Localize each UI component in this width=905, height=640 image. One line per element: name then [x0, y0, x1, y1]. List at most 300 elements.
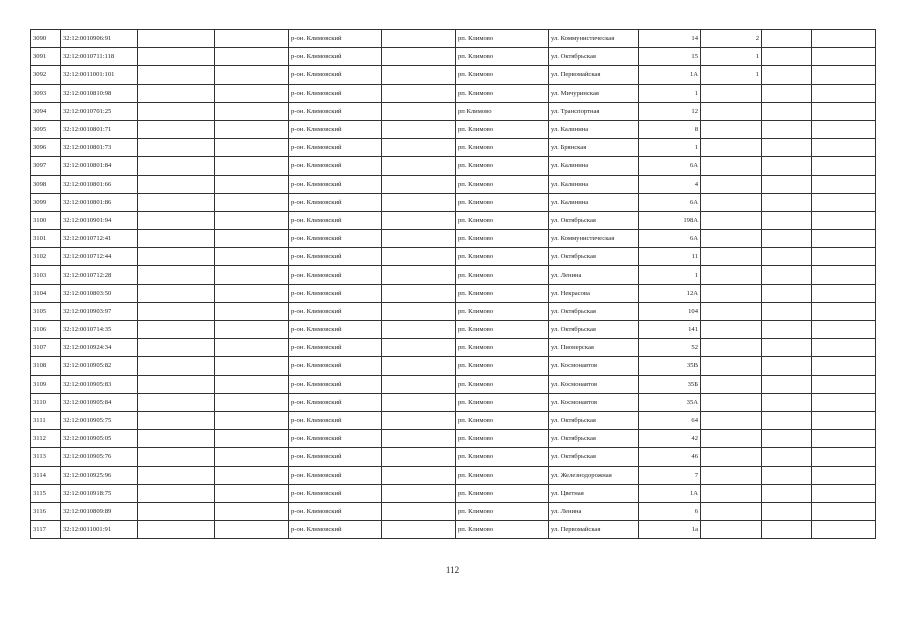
house-number-cell: 15	[639, 48, 701, 66]
extra-count-cell	[701, 120, 762, 138]
empty-cell	[138, 102, 215, 120]
cadastral-number: 32:12:0010905:76	[61, 448, 138, 466]
empty-cell	[138, 230, 215, 248]
settlement-cell: рп. Климово	[456, 139, 549, 157]
district-cell: р-он. Климовский	[289, 66, 382, 84]
empty-cell	[138, 211, 215, 229]
house-number-cell: 64	[639, 411, 701, 429]
cadastral-number: 32:12:0010905:83	[61, 375, 138, 393]
empty-cell	[138, 448, 215, 466]
empty-cell	[138, 484, 215, 502]
extra-count-cell	[701, 393, 762, 411]
row-number: 3116	[31, 502, 61, 520]
district-cell: р-он. Климовский	[289, 502, 382, 520]
empty-cell	[762, 193, 812, 211]
empty-cell	[382, 175, 456, 193]
empty-cell	[382, 393, 456, 411]
extra-count-cell	[701, 375, 762, 393]
street-cell: ул. Ленина	[549, 502, 639, 520]
house-number-cell: 8	[639, 120, 701, 138]
table-row	[31, 193, 876, 211]
empty-cell	[138, 30, 215, 48]
street-cell: ул. Пионерская	[549, 339, 639, 357]
empty-cell	[215, 411, 289, 429]
table-row	[31, 102, 876, 120]
table-row	[31, 284, 876, 302]
row-number: 3113	[31, 448, 61, 466]
empty-cell	[382, 284, 456, 302]
extra-count-cell: 1	[701, 48, 762, 66]
empty-cell	[138, 66, 215, 84]
street-cell: ул. Железнодорожная	[549, 466, 639, 484]
register-rows	[31, 30, 876, 539]
district-cell: р-он. Климовский	[289, 175, 382, 193]
empty-cell	[138, 284, 215, 302]
empty-cell	[762, 266, 812, 284]
empty-cell	[215, 321, 289, 339]
empty-cell	[812, 193, 876, 211]
empty-cell	[762, 521, 812, 539]
empty-cell	[812, 375, 876, 393]
settlement-cell: рп. Климово	[456, 393, 549, 411]
empty-cell	[762, 139, 812, 157]
street-cell: ул. Брянская	[549, 139, 639, 157]
empty-cell	[138, 393, 215, 411]
cadastral-number: 32:12:0010714:35	[61, 321, 138, 339]
settlement-cell: рп. Климово	[456, 339, 549, 357]
street-cell: ул. Октябрьская	[549, 411, 639, 429]
street-cell: ул. Первомайская	[549, 66, 639, 84]
empty-cell	[382, 266, 456, 284]
street-cell: ул. Некрасова	[549, 284, 639, 302]
empty-cell	[762, 230, 812, 248]
empty-cell	[382, 248, 456, 266]
empty-cell	[812, 30, 876, 48]
house-number-cell: 198А	[639, 211, 701, 229]
cadastral-number: 32:12:0010903:97	[61, 302, 138, 320]
empty-cell	[382, 48, 456, 66]
empty-cell	[215, 466, 289, 484]
cadastral-number: 32:12:0010901:94	[61, 211, 138, 229]
empty-cell	[215, 248, 289, 266]
empty-cell	[215, 230, 289, 248]
empty-cell	[382, 430, 456, 448]
empty-cell	[382, 66, 456, 84]
table-row	[31, 66, 876, 84]
settlement-cell: рп. Климово	[456, 30, 549, 48]
district-cell: р-он. Климовский	[289, 157, 382, 175]
extra-count-cell	[701, 248, 762, 266]
cadastral-number: 32:12:0010711:118	[61, 48, 138, 66]
empty-cell	[215, 84, 289, 102]
empty-cell	[138, 357, 215, 375]
settlement-cell: рп. Климово	[456, 84, 549, 102]
empty-cell	[762, 375, 812, 393]
street-cell: ул. Мичуринская	[549, 84, 639, 102]
house-number-cell: 35А	[639, 393, 701, 411]
empty-cell	[762, 157, 812, 175]
district-cell: р-он. Климовский	[289, 248, 382, 266]
empty-cell	[138, 302, 215, 320]
house-number-cell: 4	[639, 175, 701, 193]
row-number: 3114	[31, 466, 61, 484]
empty-cell	[812, 521, 876, 539]
cadastral-number: 32:12:0010712:28	[61, 266, 138, 284]
row-number: 3093	[31, 84, 61, 102]
row-number: 3099	[31, 193, 61, 211]
table-row	[31, 321, 876, 339]
empty-cell	[812, 302, 876, 320]
house-number-cell: 1	[639, 84, 701, 102]
house-number-cell: 7	[639, 466, 701, 484]
empty-cell	[812, 66, 876, 84]
table-row	[31, 139, 876, 157]
settlement-cell: рп. Климово	[456, 248, 549, 266]
cadastral-number: 32:12:0010809:89	[61, 502, 138, 520]
cadastral-number: 32:12:0010905:75	[61, 411, 138, 429]
settlement-cell: рп. Климово	[456, 230, 549, 248]
empty-cell	[138, 321, 215, 339]
district-cell: р-он. Климовский	[289, 448, 382, 466]
empty-cell	[762, 302, 812, 320]
empty-cell	[138, 375, 215, 393]
row-number: 3097	[31, 157, 61, 175]
settlement-cell: рп. Климово	[456, 430, 549, 448]
district-cell: р-он. Климовский	[289, 357, 382, 375]
district-cell: р-он. Климовский	[289, 393, 382, 411]
empty-cell	[215, 66, 289, 84]
house-number-cell: 6А	[639, 157, 701, 175]
street-cell: ул. Коммунистическая	[549, 30, 639, 48]
row-number: 3111	[31, 411, 61, 429]
district-cell: р-он. Климовский	[289, 120, 382, 138]
table-row	[31, 175, 876, 193]
table-row	[31, 30, 876, 48]
street-cell: ул. Калинина	[549, 193, 639, 211]
row-number: 3096	[31, 139, 61, 157]
empty-cell	[762, 102, 812, 120]
settlement-cell: рп. Климово	[456, 284, 549, 302]
empty-cell	[215, 521, 289, 539]
empty-cell	[812, 393, 876, 411]
house-number-cell: 1	[639, 266, 701, 284]
row-number: 3098	[31, 175, 61, 193]
street-cell: ул. Космонавтов	[549, 375, 639, 393]
empty-cell	[215, 357, 289, 375]
row-number: 3117	[31, 521, 61, 539]
district-cell: р-он. Климовский	[289, 211, 382, 229]
district-cell: р-он. Климовский	[289, 48, 382, 66]
table-row	[31, 357, 876, 375]
empty-cell	[215, 175, 289, 193]
extra-count-cell	[701, 175, 762, 193]
street-cell: ул. Транспортная	[549, 102, 639, 120]
empty-cell	[812, 157, 876, 175]
cadastral-number: 32:12:0010712:44	[61, 248, 138, 266]
empty-cell	[382, 321, 456, 339]
empty-cell	[382, 484, 456, 502]
house-number-cell: 14	[639, 30, 701, 48]
empty-cell	[215, 502, 289, 520]
house-number-cell: 1А	[639, 66, 701, 84]
row-number: 3094	[31, 102, 61, 120]
settlement-cell: рп. Климово	[456, 375, 549, 393]
empty-cell	[215, 139, 289, 157]
cadastral-number: 32:12:0010924:34	[61, 339, 138, 357]
empty-cell	[382, 84, 456, 102]
street-cell: ул. Октябрьская	[549, 448, 639, 466]
row-number: 3110	[31, 393, 61, 411]
cadastral-number: 32:12:0010801:73	[61, 139, 138, 157]
district-cell: р-он. Климовский	[289, 84, 382, 102]
extra-count-cell	[701, 302, 762, 320]
row-number: 3105	[31, 302, 61, 320]
table-row	[31, 211, 876, 229]
settlement-cell: рп. Климово	[456, 448, 549, 466]
cadastral-number: 32:12:0010801:86	[61, 193, 138, 211]
table-row	[31, 521, 876, 539]
house-number-cell: 1А	[639, 484, 701, 502]
empty-cell	[812, 448, 876, 466]
empty-cell	[215, 266, 289, 284]
cadastral-number: 32:12:0010906:91	[61, 30, 138, 48]
extra-count-cell	[701, 157, 762, 175]
empty-cell	[762, 120, 812, 138]
row-number: 3092	[31, 66, 61, 84]
extra-count-cell	[701, 193, 762, 211]
street-cell: ул. Ленина	[549, 266, 639, 284]
district-cell: р-он. Климовский	[289, 375, 382, 393]
cadastral-number: 32:12:0010801:71	[61, 120, 138, 138]
house-number-cell: 35В	[639, 357, 701, 375]
settlement-cell: рп. Климово	[456, 502, 549, 520]
extra-count-cell	[701, 430, 762, 448]
street-cell: ул. Космонавтов	[549, 357, 639, 375]
settlement-cell: рп. Климово	[456, 411, 549, 429]
empty-cell	[215, 120, 289, 138]
row-number: 3112	[31, 430, 61, 448]
empty-cell	[138, 521, 215, 539]
row-number: 3108	[31, 357, 61, 375]
settlement-cell: рп. Климово	[456, 266, 549, 284]
extra-count-cell: 1	[701, 66, 762, 84]
empty-cell	[812, 357, 876, 375]
cadastral-number: 32:12:0010801:84	[61, 157, 138, 175]
empty-cell	[812, 321, 876, 339]
empty-cell	[762, 448, 812, 466]
empty-cell	[138, 175, 215, 193]
settlement-cell: рп. Климово	[456, 521, 549, 539]
street-cell: ул. Калинина	[549, 120, 639, 138]
settlement-cell: рп. Климово	[456, 66, 549, 84]
table-row	[31, 248, 876, 266]
house-number-cell: 141	[639, 321, 701, 339]
empty-cell	[138, 266, 215, 284]
house-number-cell: 1а	[639, 521, 701, 539]
extra-count-cell	[701, 321, 762, 339]
table-row	[31, 484, 876, 502]
empty-cell	[215, 484, 289, 502]
empty-cell	[812, 502, 876, 520]
empty-cell	[812, 248, 876, 266]
empty-cell	[382, 339, 456, 357]
house-number-cell: 104	[639, 302, 701, 320]
extra-count-cell	[701, 211, 762, 229]
empty-cell	[762, 84, 812, 102]
row-number: 3101	[31, 230, 61, 248]
row-number: 3104	[31, 284, 61, 302]
empty-cell	[382, 193, 456, 211]
cadastral-number: 32:12:0010803:50	[61, 284, 138, 302]
empty-cell	[138, 193, 215, 211]
extra-count-cell	[701, 230, 762, 248]
empty-cell	[812, 411, 876, 429]
table-row	[31, 230, 876, 248]
row-number: 3095	[31, 120, 61, 138]
empty-cell	[812, 102, 876, 120]
extra-count-cell: 2	[701, 30, 762, 48]
district-cell: р-он. Климовский	[289, 284, 382, 302]
empty-cell	[382, 30, 456, 48]
empty-cell	[762, 357, 812, 375]
empty-cell	[138, 157, 215, 175]
house-number-cell: 52	[639, 339, 701, 357]
street-cell: ул. Октябрьская	[549, 430, 639, 448]
house-number-cell: 6А	[639, 193, 701, 211]
empty-cell	[215, 102, 289, 120]
empty-cell	[762, 466, 812, 484]
street-cell: ул. Цветная	[549, 484, 639, 502]
street-cell: ул. Октябрьская	[549, 248, 639, 266]
district-cell: р-он. Климовский	[289, 266, 382, 284]
street-cell: ул. Октябрьская	[549, 211, 639, 229]
street-cell: ул. Коммунистическая	[549, 230, 639, 248]
cadastral-number: 32:12:0010905:84	[61, 393, 138, 411]
empty-cell	[138, 120, 215, 138]
row-number: 3090	[31, 30, 61, 48]
district-cell: р-он. Климовский	[289, 521, 382, 539]
house-number-cell: 11	[639, 248, 701, 266]
empty-cell	[382, 211, 456, 229]
empty-cell	[382, 466, 456, 484]
empty-cell	[138, 430, 215, 448]
table-row	[31, 84, 876, 102]
page-number: 112	[445, 565, 460, 575]
settlement-cell: рп. Климово	[456, 466, 549, 484]
empty-cell	[215, 375, 289, 393]
empty-cell	[215, 211, 289, 229]
extra-count-cell	[701, 339, 762, 357]
house-number-cell: 6А	[639, 230, 701, 248]
table-row	[31, 339, 876, 357]
empty-cell	[812, 120, 876, 138]
empty-cell	[812, 230, 876, 248]
settlement-cell: рп. Климово	[456, 484, 549, 502]
row-number: 3091	[31, 48, 61, 66]
table-row	[31, 266, 876, 284]
empty-cell	[812, 266, 876, 284]
empty-cell	[762, 484, 812, 502]
table-row	[31, 502, 876, 520]
empty-cell	[215, 284, 289, 302]
empty-cell	[762, 411, 812, 429]
cadastral-number: 32:12:0010712:41	[61, 230, 138, 248]
table-row	[31, 466, 876, 484]
settlement-cell: рп. Климово	[456, 48, 549, 66]
district-cell: р-он. Климовский	[289, 30, 382, 48]
table-row	[31, 157, 876, 175]
row-number: 3115	[31, 484, 61, 502]
empty-cell	[382, 502, 456, 520]
row-number: 3102	[31, 248, 61, 266]
empty-cell	[762, 430, 812, 448]
empty-cell	[215, 193, 289, 211]
empty-cell	[762, 211, 812, 229]
settlement-cell: рп. Климово	[456, 157, 549, 175]
house-number-cell: 42	[639, 430, 701, 448]
table-row	[31, 48, 876, 66]
extra-count-cell	[701, 521, 762, 539]
extra-count-cell	[701, 266, 762, 284]
street-cell: ул. Октябрьская	[549, 321, 639, 339]
empty-cell	[215, 30, 289, 48]
empty-cell	[138, 248, 215, 266]
house-number-cell: 12	[639, 102, 701, 120]
district-cell: р-он. Климовский	[289, 102, 382, 120]
house-number-cell: 35Б	[639, 375, 701, 393]
register-table	[30, 29, 876, 539]
empty-cell	[215, 48, 289, 66]
table-row	[31, 120, 876, 138]
extra-count-cell	[701, 502, 762, 520]
house-number-cell: 12А	[639, 284, 701, 302]
empty-cell	[812, 339, 876, 357]
row-number: 3107	[31, 339, 61, 357]
district-cell: р-он. Климовский	[289, 321, 382, 339]
extra-count-cell	[701, 357, 762, 375]
district-cell: р-он. Климовский	[289, 430, 382, 448]
empty-cell	[215, 157, 289, 175]
extra-count-cell	[701, 139, 762, 157]
empty-cell	[382, 448, 456, 466]
empty-cell	[812, 466, 876, 484]
empty-cell	[382, 411, 456, 429]
settlement-cell: рп. Климово	[456, 302, 549, 320]
settlement-cell: рп Климово	[456, 102, 549, 120]
empty-cell	[215, 448, 289, 466]
empty-cell	[812, 211, 876, 229]
settlement-cell: рп. Климово	[456, 120, 549, 138]
empty-cell	[762, 48, 812, 66]
empty-cell	[382, 120, 456, 138]
street-cell: ул. Калинина	[549, 157, 639, 175]
empty-cell	[762, 30, 812, 48]
empty-cell	[215, 339, 289, 357]
row-number: 3100	[31, 211, 61, 229]
empty-cell	[812, 284, 876, 302]
empty-cell	[382, 102, 456, 120]
empty-cell	[382, 521, 456, 539]
cadastral-number: 32:12:0011001:101	[61, 66, 138, 84]
street-cell: ул. Калинина	[549, 175, 639, 193]
row-number: 3109	[31, 375, 61, 393]
empty-cell	[762, 248, 812, 266]
empty-cell	[762, 339, 812, 357]
cadastral-number: 32:12:0010905:82	[61, 357, 138, 375]
cadastral-number: 32:12:0010905:05	[61, 430, 138, 448]
empty-cell	[138, 466, 215, 484]
empty-cell	[215, 430, 289, 448]
